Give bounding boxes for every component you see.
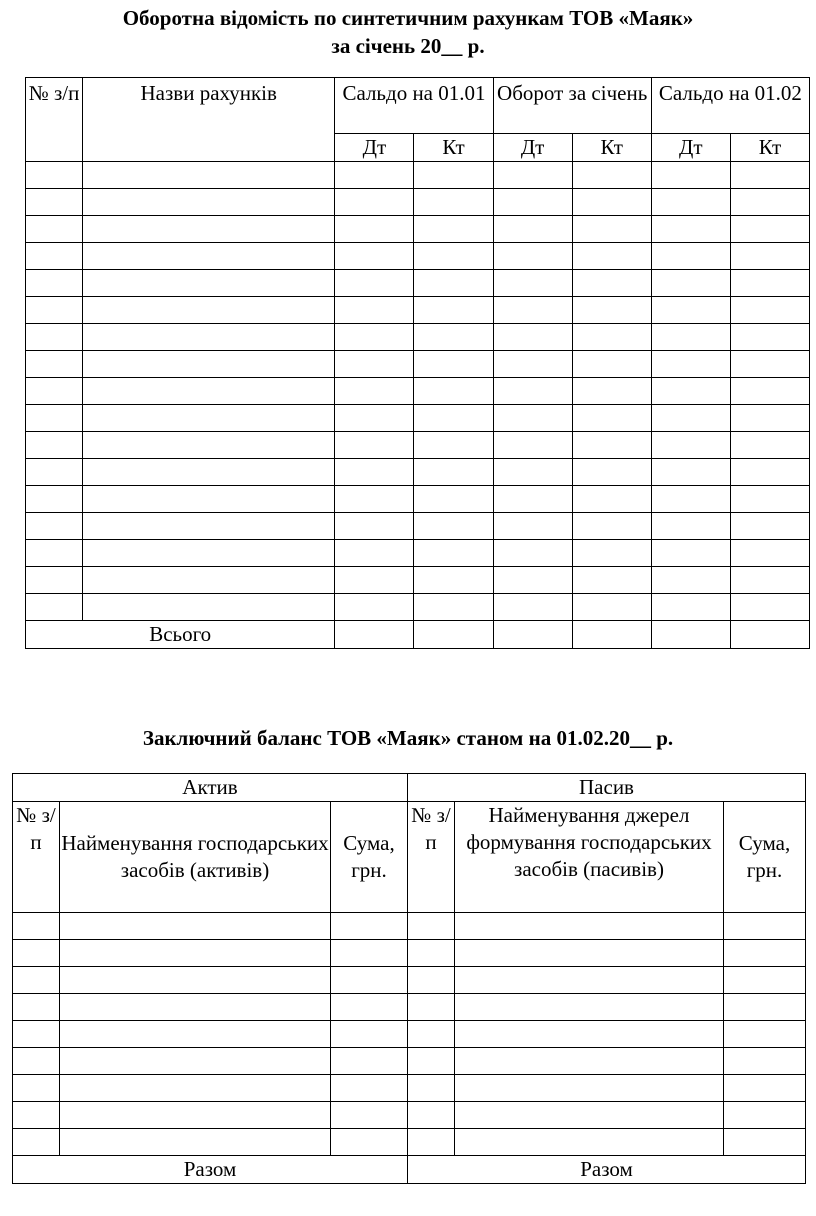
turnover-empty-cell: [493, 270, 572, 297]
turnover-empty-cell: [414, 324, 493, 351]
balance-empty-row: [13, 1129, 806, 1156]
balance-empty-cell: [455, 1102, 724, 1129]
balance-table: [12, 773, 806, 1184]
liabilities-total-label: Разом: [408, 1156, 806, 1184]
turnover-empty-cell: [493, 432, 572, 459]
turnover-empty-cell: [730, 513, 809, 540]
turnover-empty-cell: [651, 405, 730, 432]
balance-empty-row: [13, 1102, 806, 1129]
turnover-empty-row: [26, 324, 810, 351]
turnover-empty-cell: [572, 405, 651, 432]
balance-empty-cell: [331, 967, 408, 994]
balance-empty-cell: [408, 940, 455, 967]
turnover-empty-cell: [730, 270, 809, 297]
balance-empty-cell: [13, 967, 60, 994]
turnover-empty-cell: [83, 405, 335, 432]
turnover-empty-cell: [730, 243, 809, 270]
balance-empty-cell: [724, 1129, 806, 1156]
turnover-total-cell: [335, 621, 414, 649]
turnover-empty-cell: [26, 297, 83, 324]
turnover-empty-cell: [335, 216, 414, 243]
turnover-empty-cell: [335, 459, 414, 486]
balance-empty-cell: [408, 1102, 455, 1129]
balance-empty-row: [13, 940, 806, 967]
turnover-empty-cell: [730, 378, 809, 405]
turnover-empty-cell: [651, 567, 730, 594]
header-closing-balance: Сальдо на 01.02: [651, 78, 809, 134]
turnover-total-cell: [651, 621, 730, 649]
turnover-empty-cell: [493, 297, 572, 324]
turnover-empty-cell: [335, 513, 414, 540]
turnover-empty-cell: [335, 162, 414, 189]
balance-empty-cell: [60, 1021, 331, 1048]
assets-heading: Актив: [13, 774, 408, 802]
turnover-empty-row: [26, 405, 810, 432]
header-turnover-dt: Дт: [493, 134, 572, 162]
balance-empty-cell: [13, 1129, 60, 1156]
turnover-empty-cell: [730, 216, 809, 243]
balance-empty-row: [13, 994, 806, 1021]
turnover-empty-cell: [335, 189, 414, 216]
turnover-empty-cell: [651, 378, 730, 405]
balance-empty-cell: [60, 913, 331, 940]
turnover-empty-cell: [572, 351, 651, 378]
turnover-empty-cell: [572, 270, 651, 297]
balance-empty-cell: [331, 1129, 408, 1156]
turnover-empty-cell: [83, 378, 335, 405]
balance-empty-cell: [408, 1129, 455, 1156]
turnover-empty-cell: [83, 324, 335, 351]
turnover-empty-cell: [651, 486, 730, 513]
turnover-empty-cell: [414, 243, 493, 270]
turnover-empty-cell: [730, 567, 809, 594]
turnover-empty-cell: [651, 324, 730, 351]
balance-section-row: [13, 774, 806, 802]
turnover-empty-cell: [83, 540, 335, 567]
turnover-empty-cell: [730, 351, 809, 378]
turnover-empty-cell: [493, 243, 572, 270]
turnover-empty-cell: [572, 324, 651, 351]
turnover-total-label: Всього: [26, 621, 335, 649]
balance-empty-cell: [331, 994, 408, 1021]
balance-title: Заключний баланс ТОВ «Маяк» станом на 01.02.20__ р.: [142, 726, 674, 750]
liabilities-heading: Пасив: [408, 774, 806, 802]
turnover-empty-cell: [730, 189, 809, 216]
balance-empty-cell: [331, 913, 408, 940]
turnover-empty-row: [26, 162, 810, 189]
turnover-title: Оборотна відомість по синтетичним рахункам ТОВ «Маяк»: [122, 6, 694, 30]
turnover-empty-cell: [335, 432, 414, 459]
turnover-empty-cell: [572, 459, 651, 486]
turnover-empty-cell: [26, 540, 83, 567]
balance-empty-cell: [724, 940, 806, 967]
turnover-empty-cell: [572, 243, 651, 270]
turnover-empty-cell: [83, 270, 335, 297]
balance-empty-cell: [60, 1129, 331, 1156]
balance-empty-cell: [331, 1021, 408, 1048]
balance-empty-cell: [455, 967, 724, 994]
balance-empty-cell: [331, 940, 408, 967]
turnover-empty-cell: [651, 216, 730, 243]
turnover-total-cell: [730, 621, 809, 649]
turnover-empty-cell: [730, 405, 809, 432]
turnover-empty-cell: [572, 540, 651, 567]
turnover-empty-cell: [26, 324, 83, 351]
turnover-empty-row: [26, 270, 810, 297]
turnover-empty-cell: [493, 567, 572, 594]
balance-empty-row: [13, 967, 806, 994]
turnover-empty-row: [26, 189, 810, 216]
assets-header-sum: Сума, грн.: [331, 802, 408, 913]
turnover-empty-row: [26, 459, 810, 486]
liabilities-header-sum: Сума, грн.: [724, 802, 806, 913]
header-opening-kt: Кт: [414, 134, 493, 162]
turnover-empty-cell: [414, 162, 493, 189]
turnover-empty-cell: [651, 594, 730, 621]
turnover-empty-cell: [493, 540, 572, 567]
turnover-empty-row: [26, 594, 810, 621]
turnover-empty-cell: [572, 486, 651, 513]
turnover-empty-cell: [493, 405, 572, 432]
turnover-total-cell: [493, 621, 572, 649]
header-turnover-kt: Кт: [572, 134, 651, 162]
turnover-empty-cell: [572, 432, 651, 459]
turnover-empty-cell: [651, 432, 730, 459]
turnover-empty-cell: [651, 270, 730, 297]
turnover-empty-cell: [83, 216, 335, 243]
turnover-empty-cell: [414, 270, 493, 297]
balance-empty-cell: [13, 940, 60, 967]
balance-empty-cell: [331, 1102, 408, 1129]
balance-empty-cell: [408, 994, 455, 1021]
turnover-empty-cell: [651, 459, 730, 486]
liabilities-header-number: № з/п: [408, 802, 455, 913]
turnover-empty-cell: [26, 513, 83, 540]
balance-empty-cell: [13, 1075, 60, 1102]
turnover-empty-cell: [414, 513, 493, 540]
turnover-empty-cell: [651, 351, 730, 378]
assets-header-number: № з/п: [13, 802, 60, 913]
turnover-empty-cell: [493, 162, 572, 189]
turnover-empty-cell: [26, 567, 83, 594]
turnover-empty-cell: [414, 351, 493, 378]
turnover-empty-cell: [730, 540, 809, 567]
turnover-empty-cell: [335, 324, 414, 351]
turnover-empty-cell: [26, 405, 83, 432]
turnover-empty-cell: [83, 432, 335, 459]
turnover-empty-cell: [83, 594, 335, 621]
balance-empty-row: [13, 1075, 806, 1102]
turnover-empty-cell: [572, 297, 651, 324]
turnover-empty-row: [26, 243, 810, 270]
turnover-empty-cell: [651, 162, 730, 189]
assets-total-label: Разом: [13, 1156, 408, 1184]
turnover-empty-cell: [335, 486, 414, 513]
turnover-empty-cell: [335, 351, 414, 378]
turnover-empty-cell: [572, 594, 651, 621]
turnover-table: [25, 77, 810, 649]
balance-empty-cell: [408, 913, 455, 940]
turnover-empty-row: [26, 513, 810, 540]
turnover-empty-cell: [335, 378, 414, 405]
turnover-empty-cell: [651, 513, 730, 540]
turnover-empty-cell: [26, 378, 83, 405]
turnover-empty-cell: [26, 189, 83, 216]
turnover-empty-cell: [83, 351, 335, 378]
turnover-empty-cell: [493, 189, 572, 216]
turnover-empty-cell: [493, 351, 572, 378]
balance-empty-cell: [60, 994, 331, 1021]
turnover-empty-cell: [335, 540, 414, 567]
turnover-empty-cell: [335, 405, 414, 432]
turnover-empty-cell: [335, 567, 414, 594]
turnover-empty-cell: [651, 540, 730, 567]
turnover-header-row: [26, 78, 810, 134]
turnover-empty-cell: [83, 297, 335, 324]
balance-empty-cell: [724, 913, 806, 940]
header-turnover: Оборот за січень: [493, 78, 651, 134]
balance-empty-row: [13, 913, 806, 940]
turnover-empty-row: [26, 486, 810, 513]
turnover-empty-cell: [730, 162, 809, 189]
turnover-empty-cell: [83, 162, 335, 189]
balance-empty-cell: [455, 913, 724, 940]
balance-empty-cell: [13, 1021, 60, 1048]
turnover-empty-cell: [493, 324, 572, 351]
turnover-empty-cell: [730, 324, 809, 351]
balance-empty-cell: [724, 1021, 806, 1048]
turnover-empty-cell: [26, 270, 83, 297]
balance-empty-cell: [455, 1021, 724, 1048]
balance-empty-cell: [13, 913, 60, 940]
balance-empty-cell: [455, 940, 724, 967]
turnover-empty-cell: [572, 162, 651, 189]
turnover-empty-cell: [414, 378, 493, 405]
balance-empty-cell: [455, 994, 724, 1021]
balance-empty-cell: [455, 1129, 724, 1156]
balance-empty-cell: [60, 1102, 331, 1129]
turnover-empty-cell: [572, 378, 651, 405]
turnover-empty-cell: [572, 513, 651, 540]
turnover-empty-cell: [414, 486, 493, 513]
balance-empty-cell: [13, 1102, 60, 1129]
balance-empty-cell: [60, 967, 331, 994]
turnover-empty-cell: [26, 243, 83, 270]
turnover-empty-cell: [26, 351, 83, 378]
turnover-empty-cell: [26, 216, 83, 243]
turnover-empty-cell: [414, 567, 493, 594]
turnover-empty-cell: [83, 459, 335, 486]
balance-empty-cell: [60, 940, 331, 967]
turnover-empty-cell: [26, 432, 83, 459]
balance-empty-cell: [724, 1048, 806, 1075]
turnover-empty-row: [26, 297, 810, 324]
turnover-empty-row: [26, 567, 810, 594]
turnover-empty-row: [26, 378, 810, 405]
header-account-names: Назви рахунків: [83, 78, 335, 162]
header-opening-balance: Сальдо на 01.01: [335, 78, 493, 134]
turnover-empty-cell: [493, 216, 572, 243]
turnover-empty-cell: [572, 216, 651, 243]
assets-header-names: Найменування господарських засобів (активів): [60, 802, 331, 913]
turnover-empty-row: [26, 540, 810, 567]
balance-empty-cell: [724, 1075, 806, 1102]
turnover-empty-cell: [335, 270, 414, 297]
balance-empty-cell: [455, 1048, 724, 1075]
turnover-empty-cell: [414, 432, 493, 459]
balance-empty-cell: [408, 1021, 455, 1048]
turnover-empty-cell: [572, 189, 651, 216]
turnover-empty-cell: [414, 216, 493, 243]
balance-empty-cell: [331, 1048, 408, 1075]
balance-empty-cell: [724, 994, 806, 1021]
balance-empty-row: [13, 1048, 806, 1075]
turnover-empty-cell: [335, 243, 414, 270]
turnover-total-row: [26, 621, 810, 649]
turnover-empty-cell: [83, 189, 335, 216]
turnover-empty-cell: [414, 189, 493, 216]
balance-empty-row: [13, 1021, 806, 1048]
turnover-empty-cell: [414, 594, 493, 621]
turnover-empty-cell: [730, 594, 809, 621]
turnover-empty-cell: [83, 486, 335, 513]
balance-header-row: [13, 802, 806, 913]
turnover-empty-cell: [414, 405, 493, 432]
turnover-empty-cell: [414, 540, 493, 567]
balance-total-row: [13, 1156, 806, 1184]
balance-empty-cell: [13, 1048, 60, 1075]
header-closing-dt: Дт: [651, 134, 730, 162]
turnover-empty-cell: [730, 486, 809, 513]
balance-empty-cell: [60, 1048, 331, 1075]
balance-empty-cell: [408, 1075, 455, 1102]
turnover-empty-row: [26, 351, 810, 378]
turnover-empty-cell: [730, 432, 809, 459]
balance-empty-cell: [455, 1075, 724, 1102]
turnover-empty-cell: [651, 297, 730, 324]
turnover-total-cell: [414, 621, 493, 649]
turnover-empty-cell: [414, 297, 493, 324]
turnover-empty-cell: [83, 243, 335, 270]
turnover-empty-cell: [572, 567, 651, 594]
turnover-empty-cell: [26, 162, 83, 189]
turnover-empty-row: [26, 432, 810, 459]
turnover-empty-cell: [730, 297, 809, 324]
turnover-empty-cell: [414, 459, 493, 486]
turnover-empty-cell: [493, 486, 572, 513]
turnover-empty-cell: [83, 513, 335, 540]
balance-empty-cell: [724, 1102, 806, 1129]
turnover-empty-cell: [493, 594, 572, 621]
balance-empty-cell: [408, 1048, 455, 1075]
balance-empty-cell: [408, 967, 455, 994]
turnover-empty-cell: [651, 189, 730, 216]
header-number: № з/п: [26, 78, 83, 162]
header-opening-dt: Дт: [335, 134, 414, 162]
turnover-empty-cell: [651, 243, 730, 270]
header-closing-kt: Кт: [730, 134, 809, 162]
turnover-empty-cell: [26, 459, 83, 486]
balance-empty-cell: [13, 994, 60, 1021]
turnover-empty-cell: [493, 459, 572, 486]
liabilities-header-names: Найменування джерел формування господарських засобів (пасивів): [455, 802, 724, 913]
turnover-empty-cell: [26, 594, 83, 621]
turnover-empty-cell: [493, 513, 572, 540]
turnover-empty-cell: [730, 459, 809, 486]
turnover-subtitle: за січень 20__ р.: [331, 34, 485, 58]
balance-empty-cell: [60, 1075, 331, 1102]
turnover-empty-cell: [493, 378, 572, 405]
turnover-empty-row: [26, 216, 810, 243]
turnover-empty-cell: [335, 297, 414, 324]
balance-empty-cell: [331, 1075, 408, 1102]
turnover-empty-cell: [26, 486, 83, 513]
turnover-empty-cell: [83, 567, 335, 594]
turnover-total-cell: [572, 621, 651, 649]
turnover-empty-cell: [335, 594, 414, 621]
balance-empty-cell: [724, 967, 806, 994]
